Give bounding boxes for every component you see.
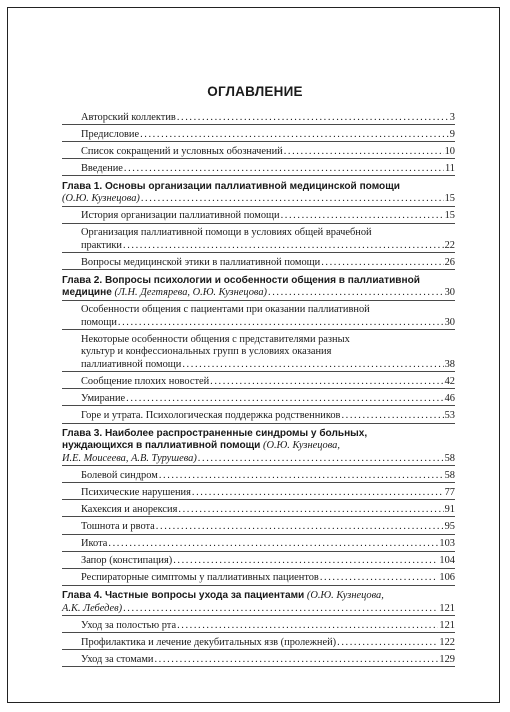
toc-section-entry[interactable] [62, 376, 455, 390]
entry-title: Профилактика и лечение декубитальных язв (пролежней) [81, 636, 337, 648]
dot-leader [108, 538, 438, 551]
entry-title: Тошнота и рвота [81, 521, 155, 533]
page-number: 30 [444, 287, 455, 299]
toc-section-entry[interactable] [62, 521, 455, 535]
page-number: 121 [439, 602, 455, 614]
dot-leader [123, 240, 444, 253]
entry-title: Уход за стомами [81, 653, 154, 665]
toc-section-entry[interactable] [62, 572, 455, 586]
page-number: 42 [444, 375, 455, 387]
entry-title: Авторский коллектив [81, 111, 176, 123]
dot-leader [178, 504, 443, 517]
entry-title: Список сокращений и условных обозначений [81, 145, 283, 157]
dot-leader [141, 193, 444, 206]
page-number: 22 [444, 239, 455, 251]
page-number: 10 [444, 145, 455, 157]
dot-leader [159, 470, 444, 483]
toc-chapter-entry[interactable] [62, 275, 455, 301]
entry-title: Сообщение плохих новостей [81, 375, 210, 387]
toc-chapter-entry[interactable] [62, 428, 455, 467]
toc-section-entry[interactable] [62, 620, 455, 634]
toc-section-entry[interactable] [62, 227, 455, 253]
dot-leader [177, 112, 449, 125]
entry-title: Уход за полостью рта [81, 619, 177, 631]
page-number: 9 [449, 128, 455, 140]
entry-title: паллиативной помощи [81, 358, 182, 370]
entry-title: Кахексия и анорексия [81, 503, 178, 515]
dot-leader [182, 359, 443, 372]
dot-leader [281, 210, 444, 223]
toc-section-entry[interactable] [62, 555, 455, 569]
entry-title: Некоторые особенности общения с представителями разных [81, 333, 350, 345]
toc-section-entry[interactable] [62, 637, 455, 651]
chapter-title: Глава 4. Частные вопросы ухода за пациентами [62, 590, 305, 602]
dot-leader [123, 603, 438, 616]
chapter-authors: (О.Ю. Кузнецова) [62, 193, 140, 205]
entry-title: Запор (констипация) [81, 555, 173, 567]
entry-title: Организация паллиативной помощи в условиях общей врачебной [81, 227, 372, 239]
toc-section-entry[interactable] [62, 504, 455, 518]
page-number: 46 [444, 392, 455, 404]
toc-title: ОГЛАВЛЕНИЕ [207, 84, 303, 99]
dot-leader [268, 287, 444, 300]
page-number: 121 [439, 619, 455, 631]
entry-title: Икота [81, 538, 108, 550]
entry-title: Предисловие [81, 128, 140, 140]
dot-leader [284, 146, 444, 159]
chapter-title: Глава 3. Наиболее распространенные синдромы у больных, [62, 427, 368, 439]
chapter-authors: (О.Ю. Кузнецова, [306, 590, 384, 602]
page-number: 106 [439, 572, 455, 584]
dot-leader [118, 317, 444, 330]
chapter-title: Глава 1. Основы организации паллиативной медицинской помощи [62, 180, 400, 192]
chapter-title: Глава 2. Вопросы психологии и особенности общения в паллиативной [62, 274, 420, 286]
table-of-contents [62, 108, 455, 667]
chapter-title-cont: медицине [62, 287, 112, 299]
entry-title: Введение [81, 162, 123, 174]
dot-leader [124, 163, 444, 176]
toc-section-entry[interactable] [62, 304, 455, 330]
chapter-authors: (Л.Н. Дегтярева, О.Ю. Кузнецова) [114, 287, 267, 299]
page-number: 77 [444, 486, 455, 498]
entry-title: Вопросы медицинской этики в паллиативной помощи [81, 256, 321, 268]
dot-leader [126, 393, 443, 406]
entry-title: Респираторные симптомы у паллиативных пациентов [81, 572, 319, 584]
page-number: 58 [444, 469, 455, 481]
toc-section-entry[interactable] [62, 257, 455, 271]
page-number: 15 [444, 210, 455, 222]
page-number: 26 [444, 256, 455, 268]
chapter-authors: (О.Ю. Кузнецова, [262, 440, 340, 452]
dot-leader [140, 129, 449, 142]
toc-section-entry[interactable] [62, 210, 455, 224]
dot-leader [192, 487, 444, 500]
page-number: 95 [444, 521, 455, 533]
entry-title: Болевой синдром [81, 469, 158, 481]
dot-leader [154, 654, 438, 667]
page-number: 58 [444, 452, 455, 464]
entry-title: культур и конфессиональных групп в условиях оказания [81, 346, 332, 358]
toc-section-entry[interactable] [62, 146, 455, 160]
dot-leader [341, 410, 443, 423]
toc-section-entry[interactable] [62, 538, 455, 552]
page-number: 122 [439, 636, 455, 648]
toc-section-entry[interactable] [62, 470, 455, 484]
chapter-line [62, 287, 267, 300]
toc-chapter-entry[interactable] [62, 181, 455, 207]
dot-leader [210, 376, 443, 389]
dot-leader [173, 555, 438, 568]
chapter-title-cont: нуждающихся в паллиативной помощи [62, 440, 261, 452]
dot-leader [198, 453, 444, 466]
toc-section-entry[interactable] [62, 163, 455, 177]
entry-title: Горе и утрата. Психологическая поддержка родственников [81, 410, 341, 421]
page-number: 129 [439, 653, 455, 665]
page-number: 15 [444, 193, 455, 205]
toc-chapter-entry[interactable] [62, 590, 455, 616]
page-number: 53 [444, 410, 455, 421]
entry-title: Умирание [81, 392, 126, 404]
page-number: 38 [444, 358, 455, 370]
dot-leader [177, 620, 438, 633]
dot-leader [156, 521, 444, 534]
toc-section-entry[interactable] [62, 410, 455, 424]
entry-title: Психические нарушения [81, 486, 191, 498]
page-number: 30 [444, 316, 455, 328]
toc-section-entry[interactable] [62, 487, 455, 501]
page-number: 11 [444, 162, 455, 174]
toc-section-entry[interactable] [62, 654, 455, 668]
dot-leader [337, 637, 438, 650]
page-number: 103 [439, 538, 455, 550]
entry-title: помощи [81, 316, 117, 328]
dot-leader [321, 257, 443, 270]
page-number: 3 [449, 111, 455, 123]
entry-title: История организации паллиативной помощи [81, 210, 280, 222]
toc-section-entry[interactable] [62, 129, 455, 143]
chapter-authors: И.Е. Моисеева, А.В. Турушева) [62, 452, 197, 464]
entry-title: Особенности общения с пациентами при оказании паллиативной [81, 304, 370, 316]
toc-section-entry[interactable] [62, 393, 455, 407]
toc-section-entry[interactable] [62, 112, 455, 126]
toc-section-entry[interactable] [62, 334, 455, 373]
page-number: 104 [439, 555, 455, 567]
page-number: 91 [444, 503, 455, 515]
dot-leader [320, 572, 439, 585]
chapter-authors: А.К. Лебедев) [62, 602, 123, 614]
entry-title: практики [81, 239, 122, 251]
